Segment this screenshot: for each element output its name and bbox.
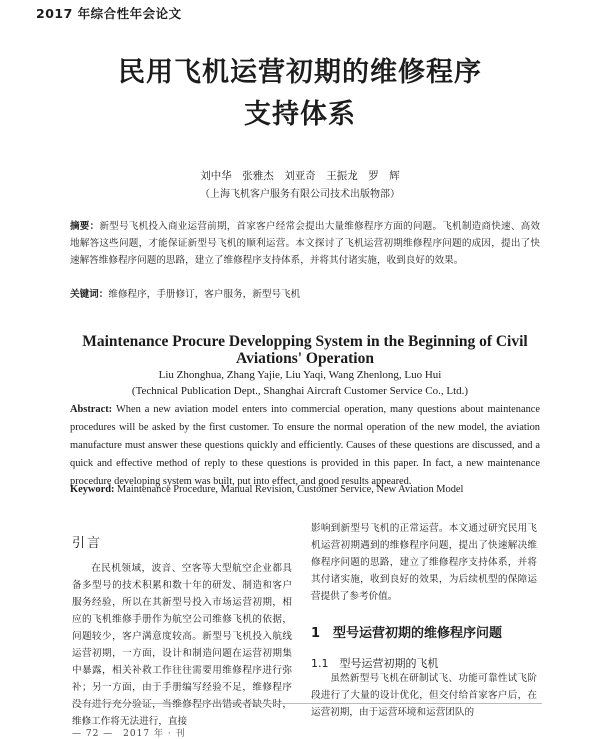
conference-header: 2017 年综合性年会论文: [36, 6, 182, 21]
abstract-cn-text: 新型号飞机投入商业运营前期，首家客户经常会提出大量维修程序方面的问题。飞机制造商快速、高效地解答这些问题，才能保证新型号飞机的顺利运营。本文探讨了飞机运营初期维修程序问题的成因，提出了快速解答维修程序问题的思路，建立了维修程序支持体系，并将其付诸实施，收到良好的效果。: [70, 221, 541, 266]
affiliation-en: (Technical Publication Dept., Shanghai Aircraft Customer Service Co., Ltd.): [131, 385, 469, 397]
keywords-en: [70, 484, 540, 495]
keywords-cn-text: 维修程序，手册修订，客户服务，新型号飞机: [108, 289, 301, 300]
keywords-cn-label: 关键词：: [70, 289, 109, 300]
authors-cn: 刘中华 张雅杰 刘亚奇 王振龙 罗 辉: [200, 170, 400, 182]
authors-en: Liu Zhonghua, Zhang Yajie, Liu Yaqi, Wang Zhenlong, Luo Hui: [158, 369, 442, 381]
page-footer: — 72 — 2017 年 · 刊: [72, 729, 186, 739]
section-intro-heading: 引言: [72, 536, 103, 551]
abstract-en-text: When a new aviation model enters into commercial operation, many questions about maintenance procedures will be asked by the first customer. To ensure the normal operation of the new model, the aviation manufacture must answer these questions quickly and efficiently. Causes of these questions are discussed, and a quick and effective method of reply to these questions is provided in this paper. In fact, a new maintenance procedure developing system was built, put into effect, and good results appeared.: [70, 404, 540, 487]
affiliation-cn: （上海飞机客户服务有限公司技术出版物部）: [200, 189, 400, 200]
intro-right-column: 影响到新型号飞机的正常运营。本文通过研究民用飞机运营初期遇到的维修程序问题，提出了快速解决维修程序问题的思路，建立了维修程序支持体系，并将其付诸实施，收到良好的效果，为后续机型的保障运营提供了参考价值。: [311, 523, 537, 602]
abstract-en: [70, 401, 540, 491]
paper-title-line2: 支持体系: [244, 99, 356, 130]
abstract-en-label: Abstract:: [70, 404, 113, 415]
abstract-cn: [70, 218, 540, 269]
footer-rule: [72, 703, 542, 704]
intro-left-column: 在民机领域，波音、空客等大型航空企业都具备多型号的技术积累和数十年的研发、制造和客户服务经验，所以在其新型号投入市场运营初期，相应的飞机维修手册作为航空公司维修飞机的依据，问题较少，客户满意度较高。新型号飞机投入航线运营初期，一方面，设计和制造问题在运营初期集中暴露，相关补救工作往往需要用维修程序进行弥补；另一方面，由于手册编写经验不足，维修程序没有进行充分验证，当维修程序出错或者缺失时，维修工作将无法进行，直接: [72, 563, 292, 727]
subsection-1-1-heading: 1.1 型号运营初期的飞机: [311, 657, 439, 670]
subsection-1-1-text: 虽然新型号飞机在研制试飞、功能可靠性试飞阶段进行了大量的设计优化，但交付给首家客户后，在运营初期，由于运营环境和运营团队的: [311, 673, 537, 718]
title-en: Maintenance Procure Developping System in the Beginning of Civil Aviations' Operation: [82, 333, 528, 367]
keywords-en-label: Keyword:: [70, 484, 115, 495]
paper-title-line1: 民用飞机运营初期的维修程序: [118, 57, 482, 88]
section-1-heading: 1 型号运营初期的维修程序问题: [311, 626, 503, 641]
keywords-cn: [70, 286, 540, 300]
abstract-cn-label: 摘要：: [70, 221, 100, 232]
keywords-en-text: Maintenance Procedure, Manual Revision, Customer Service, New Aviation Model: [114, 484, 464, 495]
